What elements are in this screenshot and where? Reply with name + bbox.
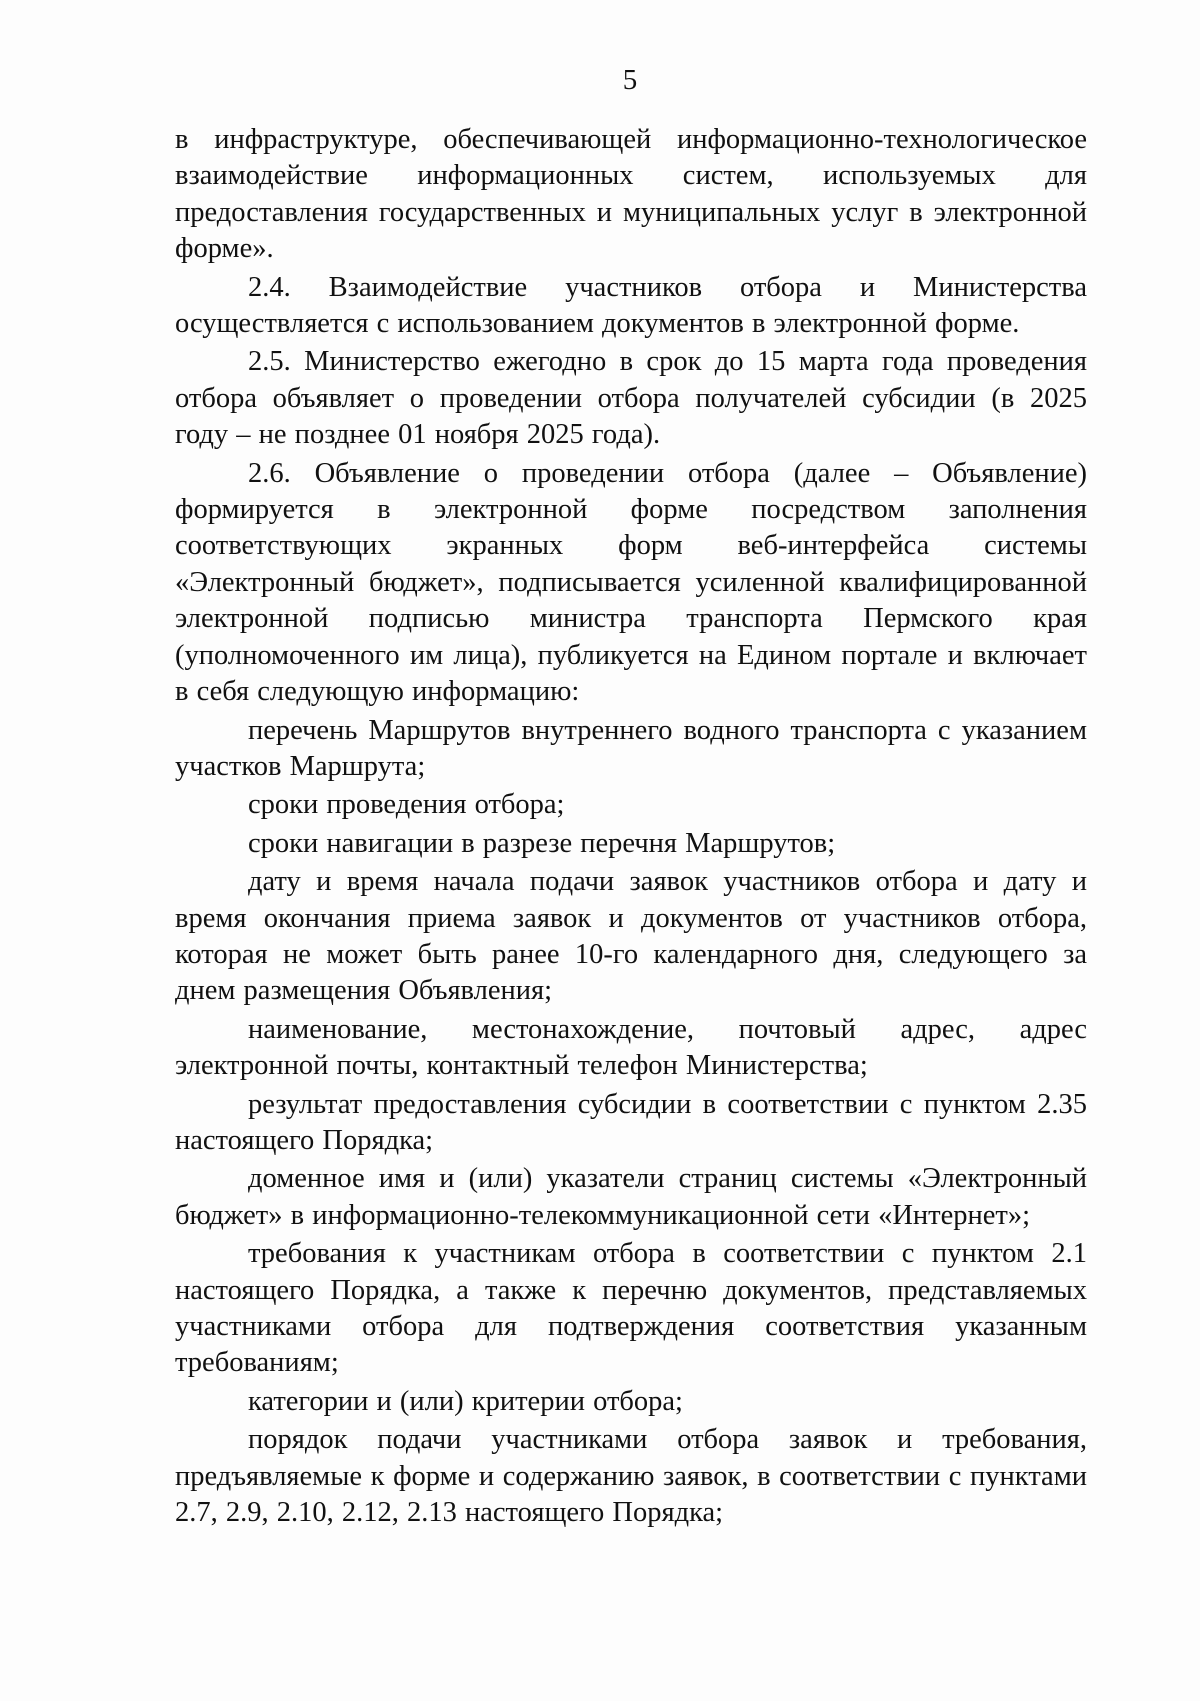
list-item-application-procedure: порядок подачи участниками отбора заявок и требования, предъявляемые к форме и содержанию заявок, в соответствии с пунктами 2.7, 2.9, 2.10, 2.12, 2.13 настоящего Порядка; [175, 1424, 1087, 1529]
list-item-routes: перечень Маршрутов внутреннего водного транспорта с указанием участков Маршрута; [175, 714, 1087, 782]
list-item-application-dates: дату и время начала подачи заявок участников отбора и дату и время окончания приема заявок и документов от участников отбора, которая не может быть ранее 10-го календарного дня, следующего за днем размещения Объявления; [175, 866, 1087, 1007]
document-body [175, 122, 1087, 1531]
list-item-navigation-terms: сроки навигации в разрезе перечня Маршрутов; [248, 827, 836, 859]
paragraph-2-5: 2.5. Министерство ежегодно в срок до 15 марта года проведения отбора объявляет о проведении отбора получателей субсидии (в 2025 году – не позднее 01 ноября 2025 года). [175, 346, 1087, 451]
paragraph-2-6: 2.6. Объявление о проведении отбора (далее – Объявление) формируется в электронной форме посредством заполнения соответствующих экранных форм веб-интерфейса системы «Электронный бюджет», подписывается усиленной квалифицированной электронной подписью министра транспорта Пермского края (уполномоченного им лица), публикуется на Едином портале и включает в себя следующую информацию: [175, 457, 1087, 708]
list-item-subsidy-result: результат предоставления субсидии в соответствии с пунктом 2.35 настоящего Порядка; [175, 1088, 1087, 1156]
list-item-selection-terms: сроки проведения отбора; [248, 789, 565, 821]
paragraph-2-4: 2.4. Взаимодействие участников отбора и Министерства осуществляется с использованием документов в электронной форме. [175, 271, 1087, 340]
list-item-participant-requirements: требования к участникам отбора в соответствии с пунктом 2.1 настоящего Порядка, а также к перечню документов, представляемых участниками отбора для подтверждения соответствия указанным требованиям; [175, 1238, 1087, 1379]
page-number: 5 [622, 64, 638, 96]
list-item-domain-name: доменное имя и (или) указатели страниц системы «Электронный бюджет» в информационно-телекоммуникационной сети «Интернет»; [175, 1163, 1087, 1231]
list-item-ministry-contacts: наименование, местонахождение, почтовый адрес, адрес электронной почты, контактный телефон Министерства; [175, 1013, 1087, 1082]
list-item-selection-criteria: категории и (или) критерии отбора; [248, 1385, 683, 1417]
paragraph-continuation: в инфраструктуре, обеспечивающей информационно-технологическое взаимодействие информационных систем, используемых для предоставления государственных и муниципальных услуг в электронной форме». [175, 124, 1087, 265]
